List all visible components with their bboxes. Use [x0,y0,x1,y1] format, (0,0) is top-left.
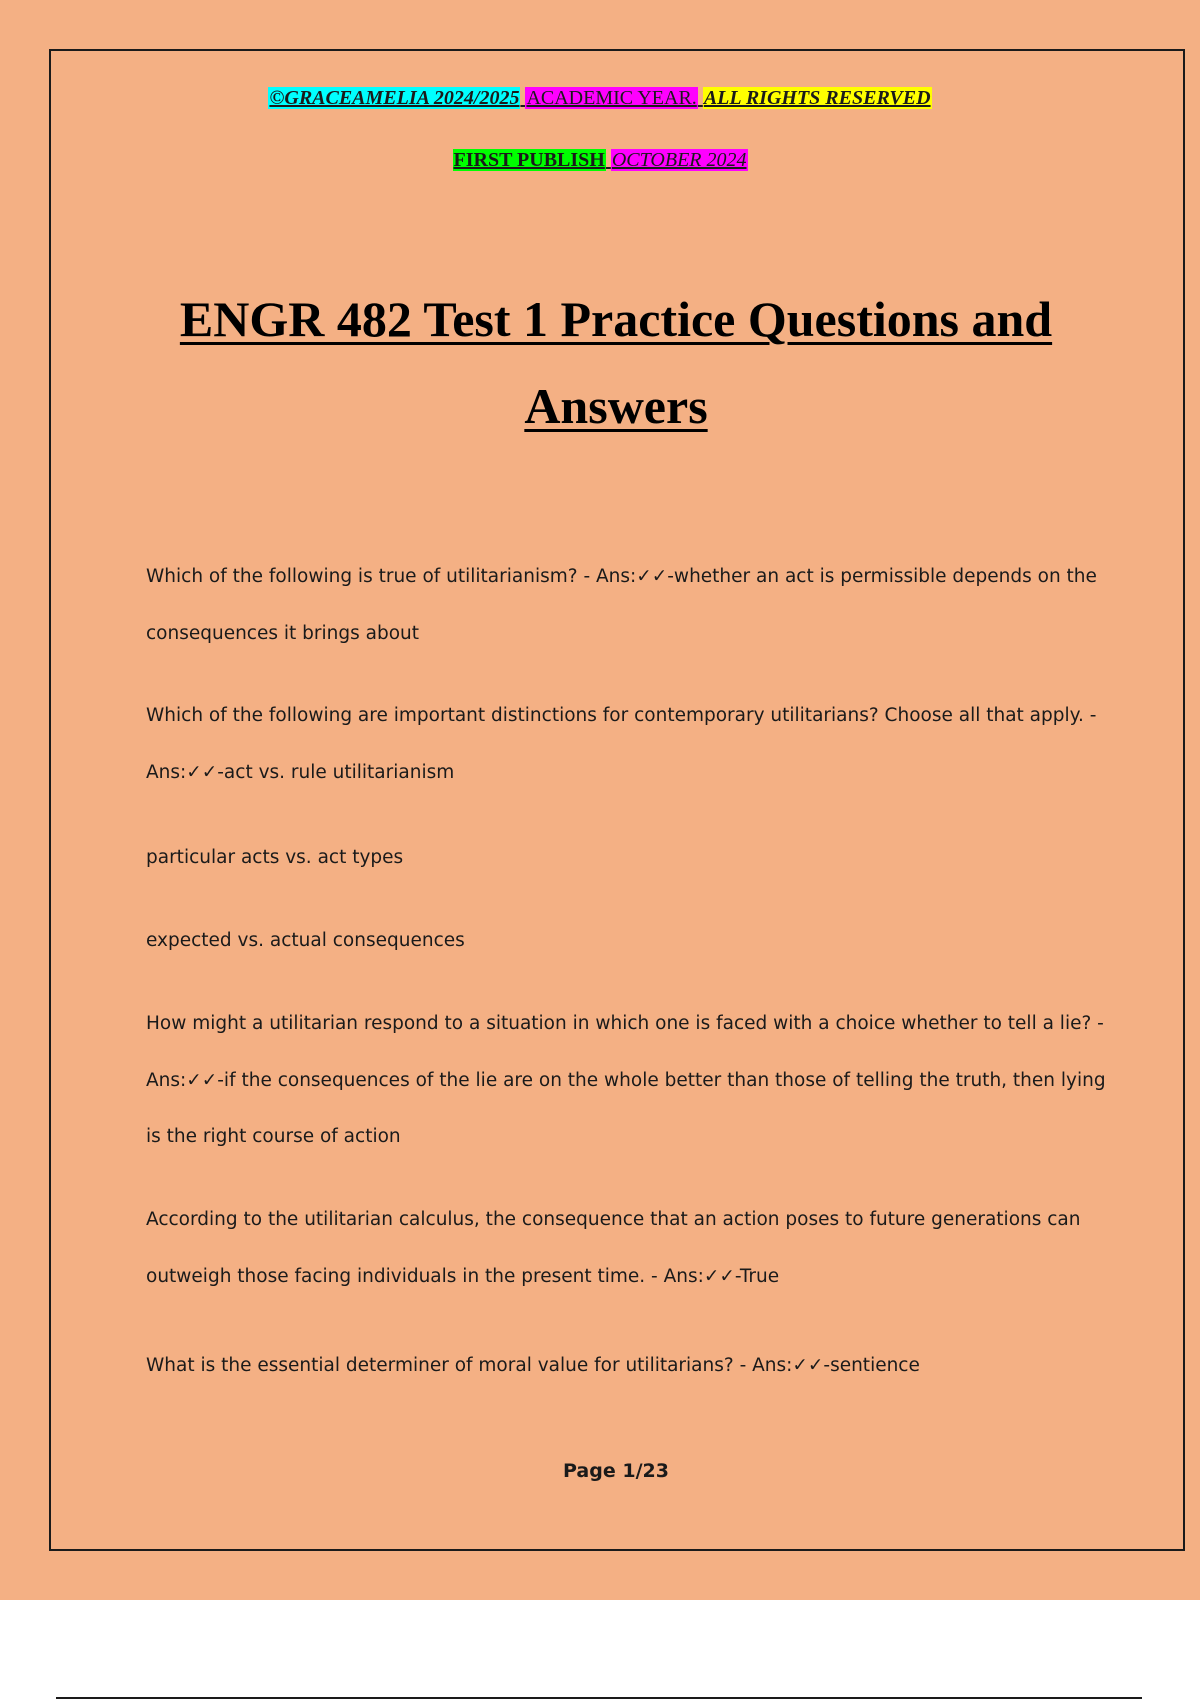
publish-banner [0,148,1200,172]
qa-line: particular acts vs. act types [146,847,404,868]
qa-line: According to the utilitarian calculus, the consequence that an action poses to future generations can [146,1209,1081,1230]
page-number: Page 1/23 [563,1460,669,1482]
rights-reserved-text: ALL RIGHTS RESERVED [703,87,931,109]
document-title-line-1: ENGR 482 Test 1 Practice Questions and [179,291,1053,347]
qa-line: What is the essential determiner of moral value for utilitarians? - Ans:✓✓-sentience [146,1355,920,1376]
qa-line: Which of the following is true of utilitarianism? - Ans:✓✓-whether an act is permissible depends on the [146,566,1097,587]
academic-year-text: ACADEMIC YEAR. [526,87,697,109]
copyright-text: ©GRACEAMELIA 2024/2025 [269,87,520,109]
page-border [49,49,1185,1551]
qa-line: Ans:✓✓-act vs. rule utilitarianism [146,762,455,783]
next-page-divider [56,1697,1142,1699]
copyright-banner [0,86,1200,110]
qa-line: is the right course of action [146,1126,401,1147]
qa-line: expected vs. actual consequences [146,930,465,951]
qa-line: How might a utilitarian respond to a situation in which one is faced with a choice whether to tell a lie? - [146,1013,1104,1034]
qa-line: Ans:✓✓-if the consequences of the lie are on the whole better than those of telling the truth, then lying [146,1070,1106,1091]
publish-date-text: OCTOBER 2024 [611,149,747,171]
first-publish-text: FIRST PUBLISH [453,149,605,171]
document-title-line-2: Answers [524,378,708,434]
qa-line: consequences it brings about [146,623,420,644]
qa-line: Which of the following are important distinctions for contemporary utilitarians? Choose all that apply. - [146,705,1097,726]
qa-line: outweigh those facing individuals in the present time. - Ans:✓✓-True [146,1266,780,1287]
